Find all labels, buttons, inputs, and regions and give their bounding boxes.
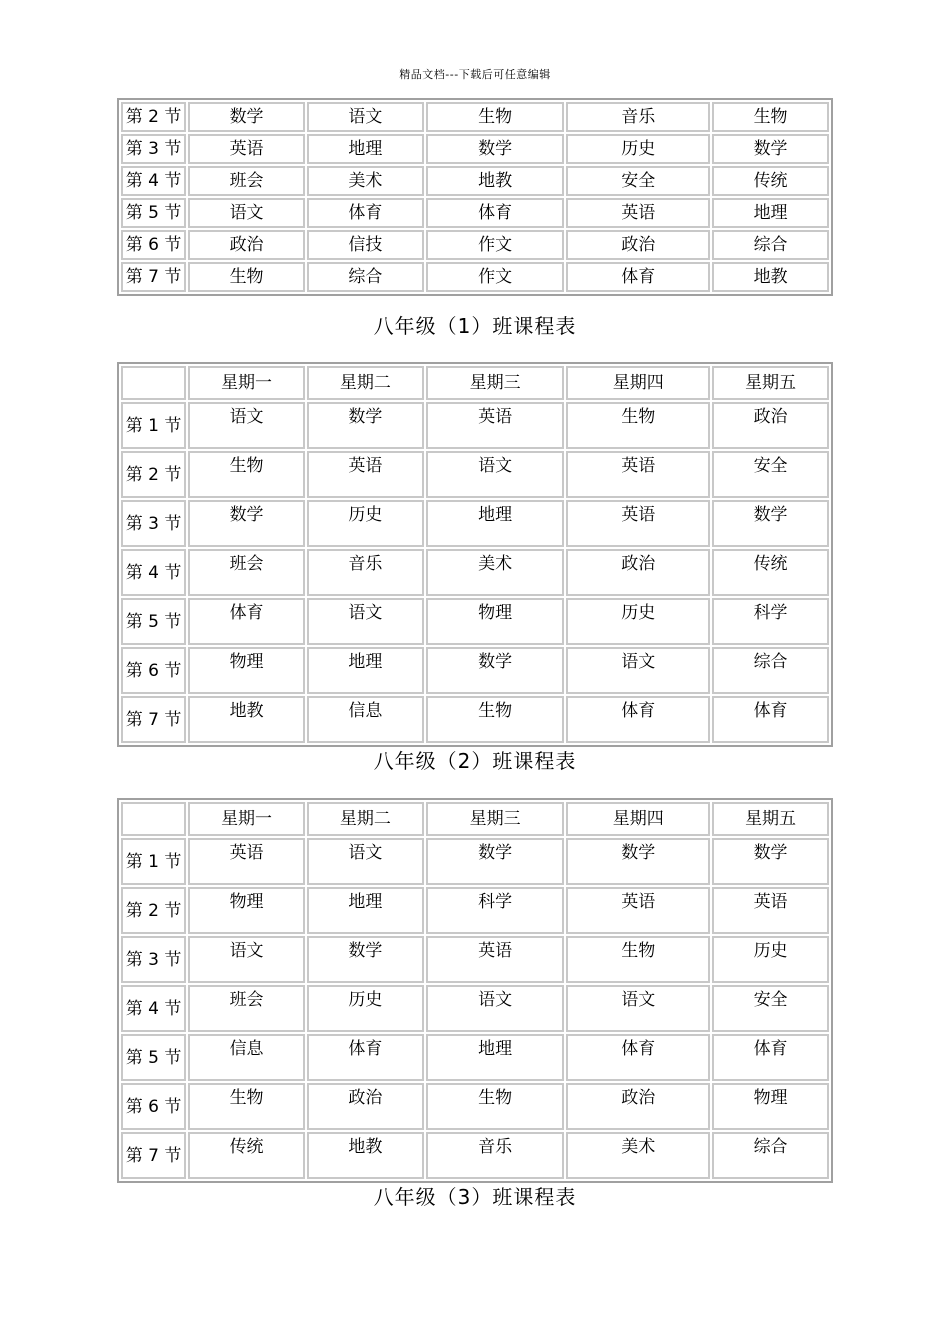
subject-cell: 美术 xyxy=(307,166,424,196)
subject-cell: 生物 xyxy=(566,402,710,449)
table-row xyxy=(121,134,829,164)
period-label-cell: 第 1 节 xyxy=(121,402,186,449)
subject-cell: 生物 xyxy=(188,451,305,498)
subject-cell: 班会 xyxy=(188,166,305,196)
weekday-header-cell: 星期三 xyxy=(426,802,565,836)
period-label-cell: 第 4 节 xyxy=(121,985,186,1032)
subject-cell: 安全 xyxy=(712,451,829,498)
subject-cell: 地理 xyxy=(307,887,424,934)
period-label-cell: 第 5 节 xyxy=(121,198,186,228)
period-label-cell: 第 4 节 xyxy=(121,166,186,196)
weekday-header-cell: 星期一 xyxy=(188,802,305,836)
subject-cell: 数学 xyxy=(426,647,565,694)
table-row xyxy=(121,102,829,132)
subject-cell: 数学 xyxy=(307,936,424,983)
subject-cell: 语文 xyxy=(307,102,424,132)
subject-cell: 体育 xyxy=(307,198,424,228)
subject-cell: 音乐 xyxy=(566,102,710,132)
subject-cell: 英语 xyxy=(566,451,710,498)
period-label-cell: 第 2 节 xyxy=(121,102,186,132)
table-caption-class-2: 八年级（2）班课程表 xyxy=(373,749,577,773)
period-label-cell: 第 6 节 xyxy=(121,647,186,694)
subject-cell: 综合 xyxy=(712,230,829,260)
table-row xyxy=(121,696,829,743)
subject-cell: 生物 xyxy=(188,262,305,292)
subject-cell: 生物 xyxy=(566,936,710,983)
subject-cell: 地理 xyxy=(426,1034,565,1081)
subject-cell: 作文 xyxy=(426,230,565,260)
weekday-header-cell: 星期三 xyxy=(426,366,565,400)
weekday-header-cell: 星期五 xyxy=(712,366,829,400)
schedule-table-class-1 xyxy=(117,98,833,296)
table-row xyxy=(121,887,829,934)
table-row xyxy=(121,262,829,292)
period-label-cell: 第 3 节 xyxy=(121,500,186,547)
subject-cell: 语文 xyxy=(566,985,710,1032)
period-label-cell: 第 2 节 xyxy=(121,451,186,498)
page-header: 精品文档---下载后可任意编辑 xyxy=(399,68,551,81)
period-label-cell: 第 7 节 xyxy=(121,696,186,743)
subject-cell: 数学 xyxy=(712,500,829,547)
subject-cell: 体育 xyxy=(566,262,710,292)
weekday-header-cell: 星期四 xyxy=(566,802,710,836)
subject-cell: 地理 xyxy=(712,198,829,228)
subject-cell: 班会 xyxy=(188,549,305,596)
table-row xyxy=(121,166,829,196)
subject-cell: 生物 xyxy=(426,102,565,132)
period-label-cell: 第 3 节 xyxy=(121,936,186,983)
subject-cell: 数学 xyxy=(188,102,305,132)
subject-cell: 历史 xyxy=(712,936,829,983)
subject-cell: 体育 xyxy=(188,598,305,645)
subject-cell: 体育 xyxy=(712,696,829,743)
subject-cell: 美术 xyxy=(566,1132,710,1179)
corner-cell xyxy=(121,802,186,836)
table-row xyxy=(121,451,829,498)
subject-cell: 数学 xyxy=(307,402,424,449)
subject-cell: 信息 xyxy=(188,1034,305,1081)
table-row xyxy=(121,1034,829,1081)
subject-cell: 英语 xyxy=(426,402,565,449)
subject-cell: 英语 xyxy=(566,887,710,934)
subject-cell: 地理 xyxy=(307,134,424,164)
table-row xyxy=(121,838,829,885)
subject-cell: 地教 xyxy=(426,166,565,196)
table-row xyxy=(121,936,829,983)
subject-cell: 数学 xyxy=(712,838,829,885)
subject-cell: 英语 xyxy=(426,936,565,983)
subject-cell: 语文 xyxy=(426,451,565,498)
table-row xyxy=(121,500,829,547)
subject-cell: 政治 xyxy=(566,1083,710,1130)
subject-cell: 地教 xyxy=(307,1132,424,1179)
subject-cell: 语文 xyxy=(307,598,424,645)
subject-cell: 数学 xyxy=(712,134,829,164)
subject-cell: 综合 xyxy=(307,262,424,292)
header-row xyxy=(121,802,829,836)
subject-cell: 音乐 xyxy=(307,549,424,596)
weekday-header-cell: 星期一 xyxy=(188,366,305,400)
period-label-cell: 第 1 节 xyxy=(121,838,186,885)
period-label-cell: 第 6 节 xyxy=(121,1083,186,1130)
subject-cell: 语文 xyxy=(307,838,424,885)
period-label-cell: 第 5 节 xyxy=(121,598,186,645)
subject-cell: 物理 xyxy=(188,887,305,934)
subject-cell: 英语 xyxy=(566,500,710,547)
subject-cell: 体育 xyxy=(566,696,710,743)
period-label-cell: 第 3 节 xyxy=(121,134,186,164)
period-label-cell: 第 5 节 xyxy=(121,1034,186,1081)
subject-cell: 数学 xyxy=(188,500,305,547)
weekday-header-cell: 星期二 xyxy=(307,802,424,836)
subject-cell: 语文 xyxy=(426,985,565,1032)
subject-cell: 传统 xyxy=(188,1132,305,1179)
subject-cell: 安全 xyxy=(712,985,829,1032)
period-label-cell: 第 7 节 xyxy=(121,262,186,292)
subject-cell: 英语 xyxy=(712,887,829,934)
subject-cell: 数学 xyxy=(426,838,565,885)
period-label-cell: 第 7 节 xyxy=(121,1132,186,1179)
table-row xyxy=(121,402,829,449)
subject-cell: 政治 xyxy=(566,549,710,596)
subject-cell: 语文 xyxy=(188,936,305,983)
subject-cell: 安全 xyxy=(566,166,710,196)
subject-cell: 政治 xyxy=(566,230,710,260)
period-label-cell: 第 2 节 xyxy=(121,887,186,934)
weekday-header-cell: 星期二 xyxy=(307,366,424,400)
subject-cell: 综合 xyxy=(712,647,829,694)
subject-cell: 语文 xyxy=(566,647,710,694)
subject-cell: 物理 xyxy=(426,598,565,645)
subject-cell: 生物 xyxy=(712,102,829,132)
table-row xyxy=(121,1083,829,1130)
subject-cell: 政治 xyxy=(307,1083,424,1130)
subject-cell: 科学 xyxy=(426,887,565,934)
table-row xyxy=(121,230,829,260)
subject-cell: 作文 xyxy=(426,262,565,292)
weekday-header-cell: 星期四 xyxy=(566,366,710,400)
subject-cell: 英语 xyxy=(307,451,424,498)
subject-cell: 信息 xyxy=(307,696,424,743)
table-row xyxy=(121,647,829,694)
subject-cell: 科学 xyxy=(712,598,829,645)
subject-cell: 历史 xyxy=(566,134,710,164)
subject-cell: 语文 xyxy=(188,402,305,449)
subject-cell: 地理 xyxy=(426,500,565,547)
subject-cell: 数学 xyxy=(566,838,710,885)
subject-cell: 政治 xyxy=(712,402,829,449)
header-row xyxy=(121,366,829,400)
subject-cell: 综合 xyxy=(712,1132,829,1179)
weekday-header-cell: 星期五 xyxy=(712,802,829,836)
subject-cell: 地教 xyxy=(188,696,305,743)
subject-cell: 传统 xyxy=(712,549,829,596)
subject-cell: 体育 xyxy=(566,1034,710,1081)
subject-cell: 体育 xyxy=(426,198,565,228)
subject-cell: 语文 xyxy=(188,198,305,228)
subject-cell: 信技 xyxy=(307,230,424,260)
period-label-cell: 第 6 节 xyxy=(121,230,186,260)
period-label-cell: 第 4 节 xyxy=(121,549,186,596)
subject-cell: 体育 xyxy=(307,1034,424,1081)
subject-cell: 美术 xyxy=(426,549,565,596)
table-row xyxy=(121,985,829,1032)
subject-cell: 历史 xyxy=(307,500,424,547)
schedule-table-class-3 xyxy=(117,798,833,1183)
schedule-table-class-2 xyxy=(117,362,833,747)
subject-cell: 生物 xyxy=(426,1083,565,1130)
subject-cell: 物理 xyxy=(188,647,305,694)
subject-cell: 地教 xyxy=(712,262,829,292)
corner-cell xyxy=(121,366,186,400)
table-row xyxy=(121,549,829,596)
subject-cell: 英语 xyxy=(188,134,305,164)
subject-cell: 政治 xyxy=(188,230,305,260)
table-caption-class-1: 八年级（1）班课程表 xyxy=(373,314,577,338)
subject-cell: 生物 xyxy=(188,1083,305,1130)
subject-cell: 英语 xyxy=(566,198,710,228)
subject-cell: 历史 xyxy=(307,985,424,1032)
table-row xyxy=(121,198,829,228)
subject-cell: 音乐 xyxy=(426,1132,565,1179)
table-row xyxy=(121,1132,829,1179)
table-row xyxy=(121,598,829,645)
subject-cell: 物理 xyxy=(712,1083,829,1130)
subject-cell: 英语 xyxy=(188,838,305,885)
subject-cell: 传统 xyxy=(712,166,829,196)
subject-cell: 体育 xyxy=(712,1034,829,1081)
subject-cell: 生物 xyxy=(426,696,565,743)
subject-cell: 班会 xyxy=(188,985,305,1032)
subject-cell: 历史 xyxy=(566,598,710,645)
subject-cell: 数学 xyxy=(426,134,565,164)
table-caption-class-3: 八年级（3）班课程表 xyxy=(373,1185,577,1209)
subject-cell: 地理 xyxy=(307,647,424,694)
